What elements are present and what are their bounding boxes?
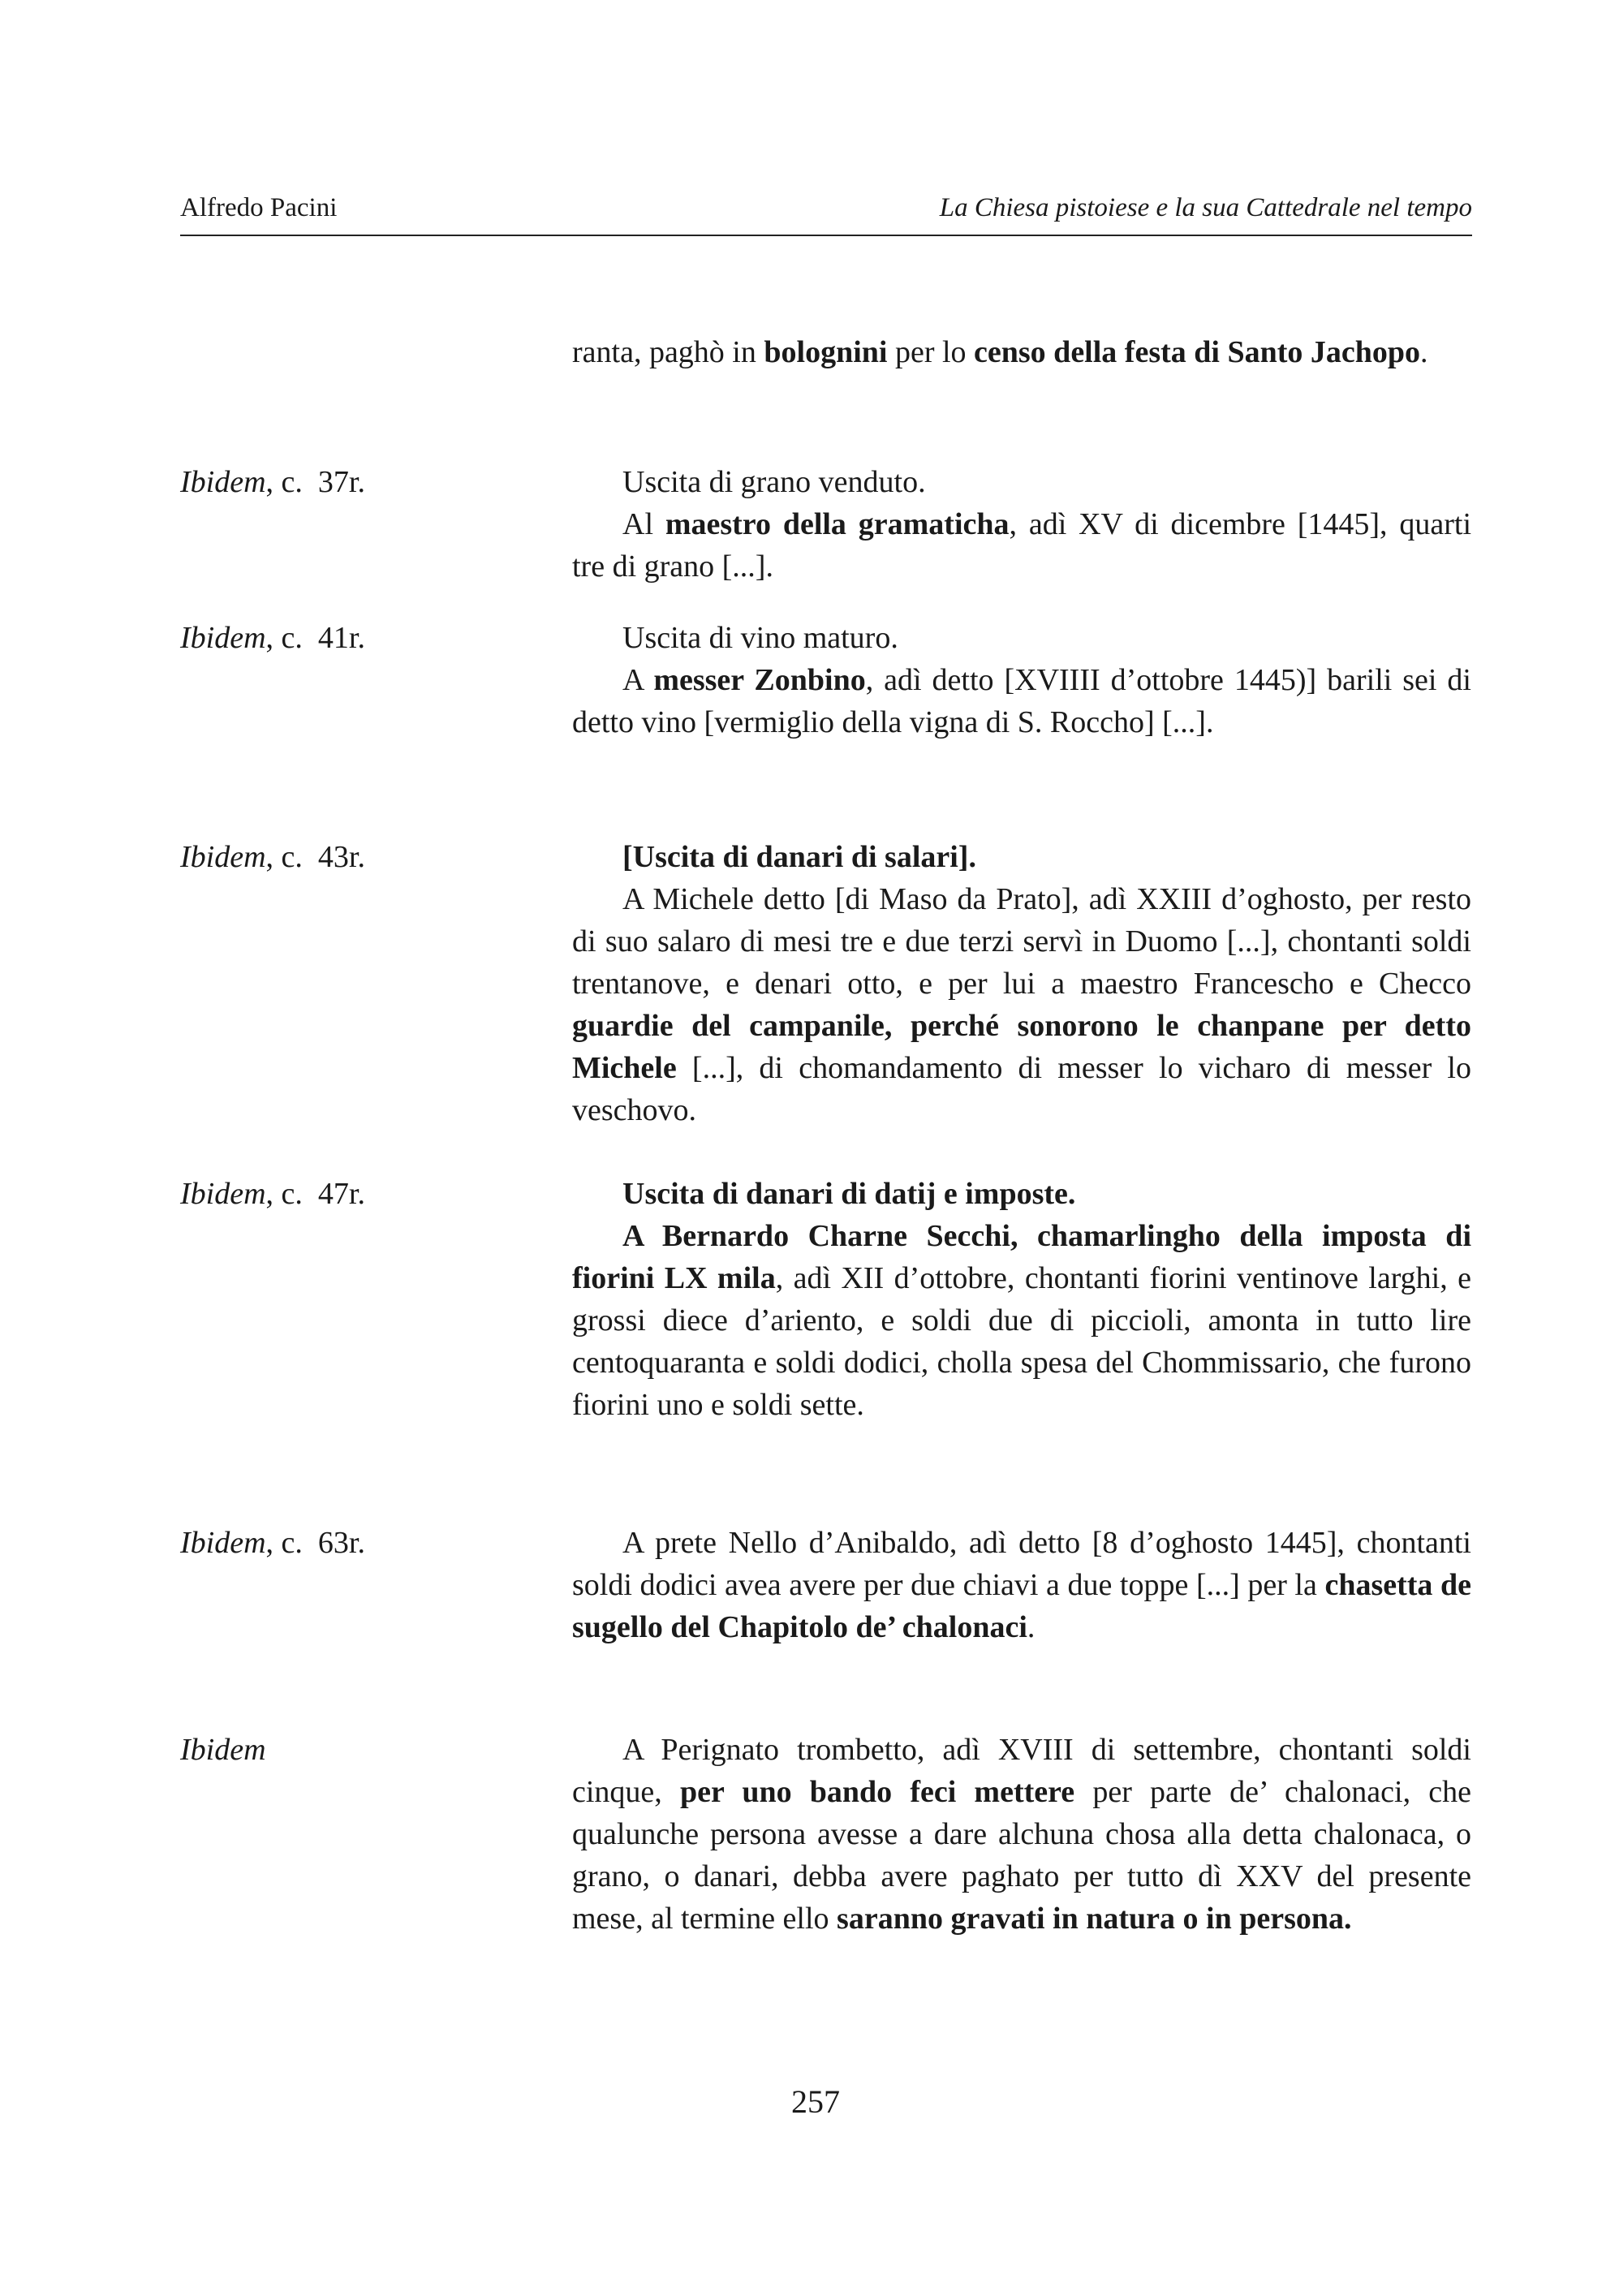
- ibidem-label: Ibidem: [180, 621, 266, 655]
- text-run: , adì detto [XVIIII d’ottobre 1445)] barili sei di detto vino [vermiglio della vigna di S. Roccho] [...].: [572, 663, 1471, 739]
- passage-paragraph: [572, 1522, 1471, 1648]
- text-run: per parte de’ chalonaci, che qualunche persona avesse a dare alchuna chosa alla detta chalonaca, o grano, o danari, debba avere paghato per tutto dì XXV del presente mese, al termine ello: [572, 1775, 1471, 1936]
- text-run: .: [1420, 335, 1428, 369]
- emphasized-text: Uscita di danari di datij e imposte.: [622, 1177, 1076, 1211]
- quoted-passage: [572, 836, 1471, 1131]
- source-reference: [180, 836, 365, 878]
- text-run: A Perignato trombetto, adì XVIII di settembre, chontanti soldi cinque,: [572, 1733, 1471, 1809]
- text-run: A Michele detto [di Maso da Prato], adì XXIII d’oghosto, per resto di suo salaro di mesi tre e due terzi servì in Duomo [...], chontanti soldi trentanove, e denari otto, e per lui a maestro Francescho e Checco: [572, 882, 1471, 1001]
- text-run: , adì XII d’ottobre, chontanti fiorini ventinove larghi, e grossi diece d’ariento, e soldi due di piccioli, amonta in tutto lire centoquaranta e soldi dodici, cholla spesa del Chommissario, che furono fiorini uno e soldi sette.: [572, 1261, 1472, 1422]
- ibidem-label: Ibidem: [180, 1733, 266, 1767]
- folio-number: , c. 43r.: [265, 840, 365, 874]
- running-header-author: Alfredo Pacini: [180, 193, 338, 222]
- passage-paragraph: [572, 836, 1471, 878]
- ibidem-label: Ibidem: [180, 1177, 266, 1211]
- passage-paragraph: [572, 503, 1471, 588]
- ibidem-label: Ibidem: [180, 1526, 266, 1560]
- passage-paragraph: [572, 659, 1471, 743]
- text-run: .: [1027, 1610, 1036, 1644]
- emphasized-text: maestro della gramaticha: [665, 507, 1010, 541]
- text-run: , adì XV di dicembre [1445], quarti tre di grano [...].: [572, 507, 1472, 584]
- source-reference: [180, 461, 365, 503]
- emphasized-text: saranno gravati in natura o in persona.: [837, 1902, 1352, 1936]
- running-header-book-title: La Chiesa pistoiese e la sua Cattedrale nel tempo: [939, 193, 1472, 222]
- source-reference: [180, 1522, 365, 1564]
- passage-paragraph: [572, 1173, 1471, 1215]
- emphasized-text: A Bernardo Charne Secchi, chamarlingho della imposta di fiorini LX mila: [572, 1219, 1471, 1295]
- header-rule: [180, 235, 1472, 236]
- passage-paragraph: [572, 461, 1471, 503]
- quoted-passage: [572, 461, 1471, 588]
- quoted-passage: [572, 1729, 1471, 1940]
- text-run: A: [622, 663, 654, 697]
- emphasized-text: censo della festa di Santo Jachopo: [974, 335, 1421, 369]
- text-run: [...], di chomandamento di messer lo vicharo di messer lo veschovo.: [572, 1051, 1471, 1127]
- source-reference: [180, 617, 365, 659]
- emphasized-text: per uno bando feci mettere: [679, 1775, 1075, 1809]
- emphasized-text: [Uscita di danari di salari].: [622, 840, 976, 874]
- page-number: 257: [791, 2083, 840, 2120]
- emphasized-text: bolognini: [764, 335, 888, 369]
- text-run: Uscita di grano venduto.: [622, 465, 926, 499]
- text-run: Uscita di vino maturo.: [622, 621, 898, 655]
- text-run: per lo: [887, 335, 975, 369]
- source-reference: [180, 1173, 365, 1215]
- quoted-passage: [572, 1173, 1471, 1426]
- emphasized-text: messer Zonbino: [653, 663, 866, 697]
- folio-number: , c. 37r.: [265, 465, 365, 499]
- passage-paragraph: [572, 617, 1471, 659]
- running-header: [180, 193, 1472, 235]
- folio-number: , c. 47r.: [265, 1177, 365, 1211]
- passage-paragraph: [572, 1729, 1471, 1940]
- quoted-passage: [572, 1522, 1471, 1648]
- passage-paragraph: [572, 1215, 1471, 1426]
- text-run: ranta, paghò in: [572, 335, 764, 369]
- source-reference: [180, 1729, 266, 1771]
- ibidem-label: Ibidem: [180, 840, 266, 874]
- folio-number: , c. 63r.: [265, 1526, 365, 1560]
- quoted-passage: [572, 617, 1471, 743]
- passage-paragraph: [572, 878, 1471, 1131]
- text-run: Al: [622, 507, 665, 541]
- folio-number: , c. 41r.: [265, 621, 365, 655]
- quoted-passage: [572, 331, 1471, 373]
- passage-paragraph: [572, 331, 1471, 373]
- emphasized-text: chasetta de sugello del Chapitolo de’ chalonaci: [572, 1568, 1471, 1644]
- text-run: A prete Nello d’Anibaldo, adì detto [8 d’oghosto 1445], chontanti soldi dodici avea avere per due chiavi a due toppe [...] per la: [572, 1526, 1471, 1602]
- emphasized-text: guardie del campanile, perché sonorono le chanpane per detto Michele: [572, 1009, 1471, 1085]
- ibidem-label: Ibidem: [180, 465, 266, 499]
